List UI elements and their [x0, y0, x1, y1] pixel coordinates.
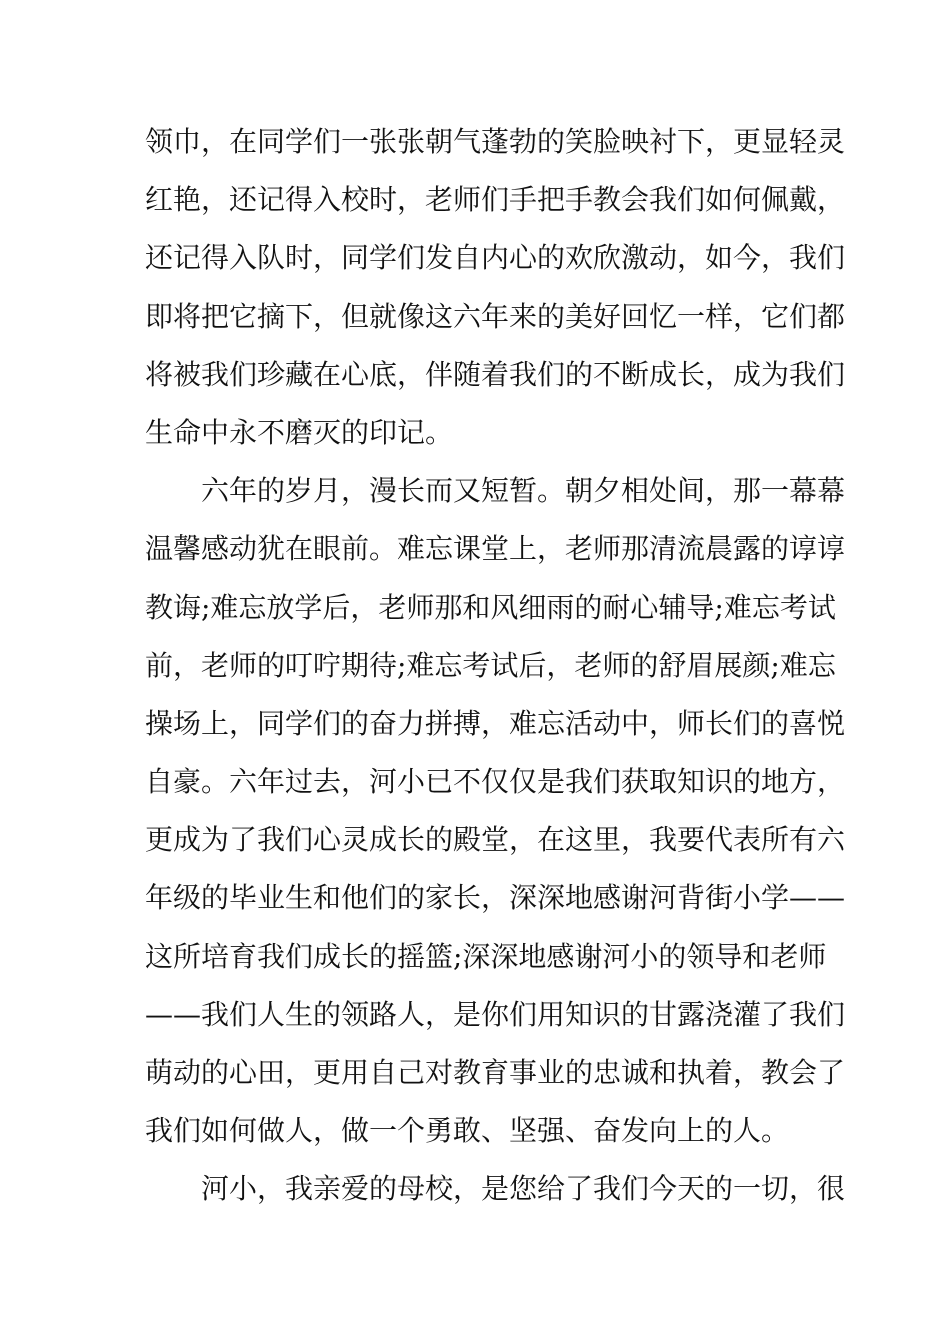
text-line: 萌动的心田，更用自己对教育事业的忠诚和执着，教会了	[145, 1056, 846, 1089]
text-line: 即将把它摘下，但就像这六年来的美好回忆一样，它们都	[145, 299, 846, 333]
text-line: 前，老师的叮咛期待;难忘考试后，老师的舒眉展颜;难忘	[145, 648, 836, 682]
text-line: 更成为了我们心灵成长的殿堂，在这里，我要代表所有六	[145, 823, 846, 857]
paragraph-start-line: 六年的岁月，漫长而又短暂。朝夕相处间，那一幕幕	[201, 474, 846, 508]
text-line: 领巾，在同学们一张张朝气蓬勃的笑脸映衬下，更显轻灵	[145, 125, 846, 158]
text-line: 年级的毕业生和他们的家长，深深地感谢河背街小学——	[145, 881, 846, 915]
text-line: 将被我们珍藏在心底，伴随着我们的不断成长，成为我们	[145, 357, 846, 391]
text-line: 这所培育我们成长的摇篮;深深地感谢河小的领导和老师	[145, 939, 827, 973]
text-line: 操场上，同学们的奋力拼搏，难忘活动中，师长们的喜悦	[145, 706, 846, 740]
text-line: ——我们人生的领路人，是你们用知识的甘露浇灌了我们	[145, 997, 846, 1031]
text-line: 红艳，还记得入校时，老师们手把手教会我们如何佩戴，	[145, 183, 846, 217]
text-line: 还记得入队时，同学们发自内心的欢欣激动，如今，我们	[145, 241, 846, 275]
text-line: 教诲;难忘放学后，老师那和风细雨的耐心辅导;难忘考试	[145, 590, 836, 624]
body-text	[145, 113, 846, 1219]
paragraph-start-line: 河小，我亲爱的母校，是您给了我们今天的一切，很	[201, 1172, 846, 1206]
text-line: 温馨感动犹在眼前。难忘课堂上，老师那清流晨露的谆谆	[145, 532, 846, 566]
text-line: 我们如何做人，做一个勇敢、坚强、奋发向上的人。	[145, 1114, 790, 1148]
text-line: 自豪。六年过去，河小已不仅仅是我们获取知识的地方，	[145, 765, 846, 799]
text-line: 生命中永不磨灭的印记。	[145, 415, 454, 449]
